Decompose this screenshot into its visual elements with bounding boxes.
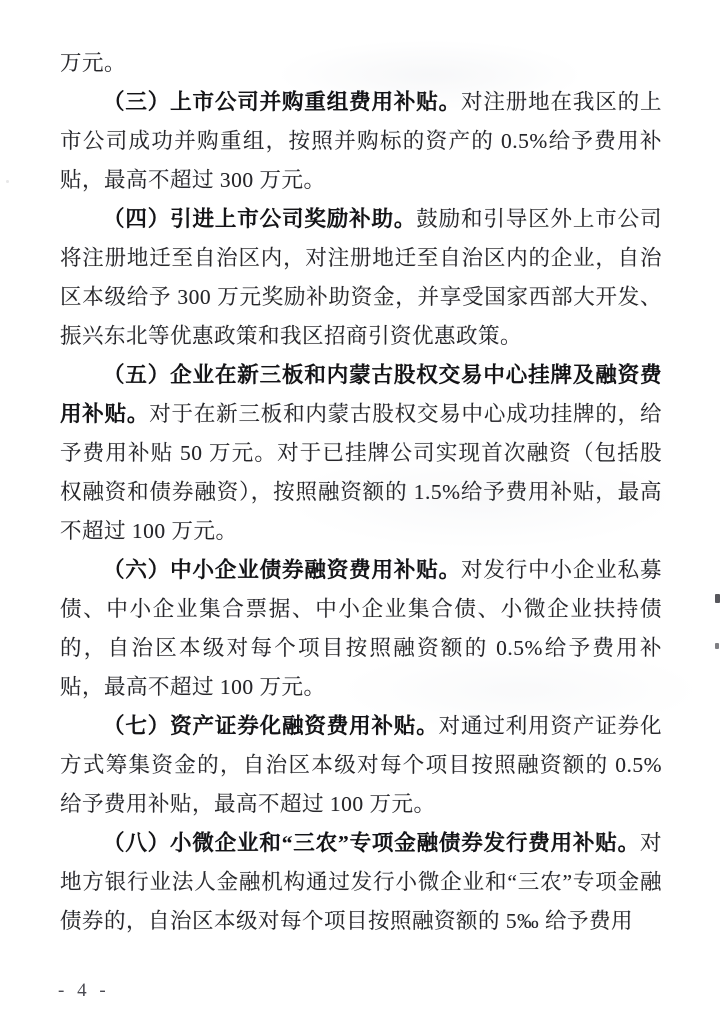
continuation-text: 万元。 <box>60 51 127 75</box>
section-5-heading: （五）企业在新三板和内蒙古股权交易中心挂牌及融资费用补贴。 <box>60 363 662 426</box>
paragraph-section-8 <box>60 824 662 941</box>
paragraph-section-5 <box>60 356 662 551</box>
section-3-heading: （三）上市公司并购重组费用补贴。 <box>103 90 461 114</box>
section-5-body: 对于在新三板和内蒙古股权交易中心成功挂牌的，给予费用补贴 50 万元。对于已挂牌公司实现首次融资（包括股权融资和债券融资），按照融资额的 1.5%给予费用补贴，最高不超过 100 万元。 <box>60 402 662 543</box>
paragraph-section-7 <box>60 707 662 824</box>
continuation-line <box>60 44 662 83</box>
section-7-heading: （七）资产证券化融资费用补贴。 <box>103 714 439 738</box>
document-body <box>60 44 662 941</box>
page-number: - 4 - <box>58 980 110 1001</box>
section-8-heading: （八）小微企业和“三农”专项金融债券发行费用补贴。 <box>103 831 640 855</box>
paragraph-section-4 <box>60 200 662 356</box>
section-7-body: 对通过利用资产证券化方式筹集资金的，自治区本级对每个项目按照融资额的 0.5%给予费用补贴，最高不超过 100 万元。 <box>60 714 662 816</box>
section-4-body: 鼓励和引导区外上市公司将注册地迁至自治区内，对注册地迁至自治区内的企业，自治区本级给予 300 万元奖励补助资金，并享受国家西部大开发、振兴东北等优惠政策和我区招商引资优惠政策。 <box>60 207 662 348</box>
scan-artifact-speck <box>715 594 720 603</box>
section-6-body: 对发行中小企业私募债、中小企业集合票据、中小企业集合债、小微企业扶持债的，自治区本级对每个项目按照融资额的 0.5%给予费用补贴，最高不超过 100 万元。 <box>60 558 662 699</box>
section-6-heading: （六）中小企业债券融资费用补贴。 <box>103 558 461 582</box>
section-8-body: 对地方银行业法人金融机构通过发行小微企业和“三农”专项金融债券的，自治区本级对每个项目按照融资额的 5‰ 给予费用 <box>60 831 662 933</box>
scan-artifact-speck <box>715 643 719 649</box>
scan-artifact-speck <box>6 180 9 183</box>
section-3-body: 对注册地在我区的上市公司成功并购重组，按照并购标的资产的 0.5%给予费用补贴，最高不超过 300 万元。 <box>60 90 662 192</box>
paragraph-section-6 <box>60 551 662 707</box>
section-4-heading: （四）引进上市公司奖励补助。 <box>103 207 417 231</box>
paragraph-section-3 <box>60 83 662 200</box>
